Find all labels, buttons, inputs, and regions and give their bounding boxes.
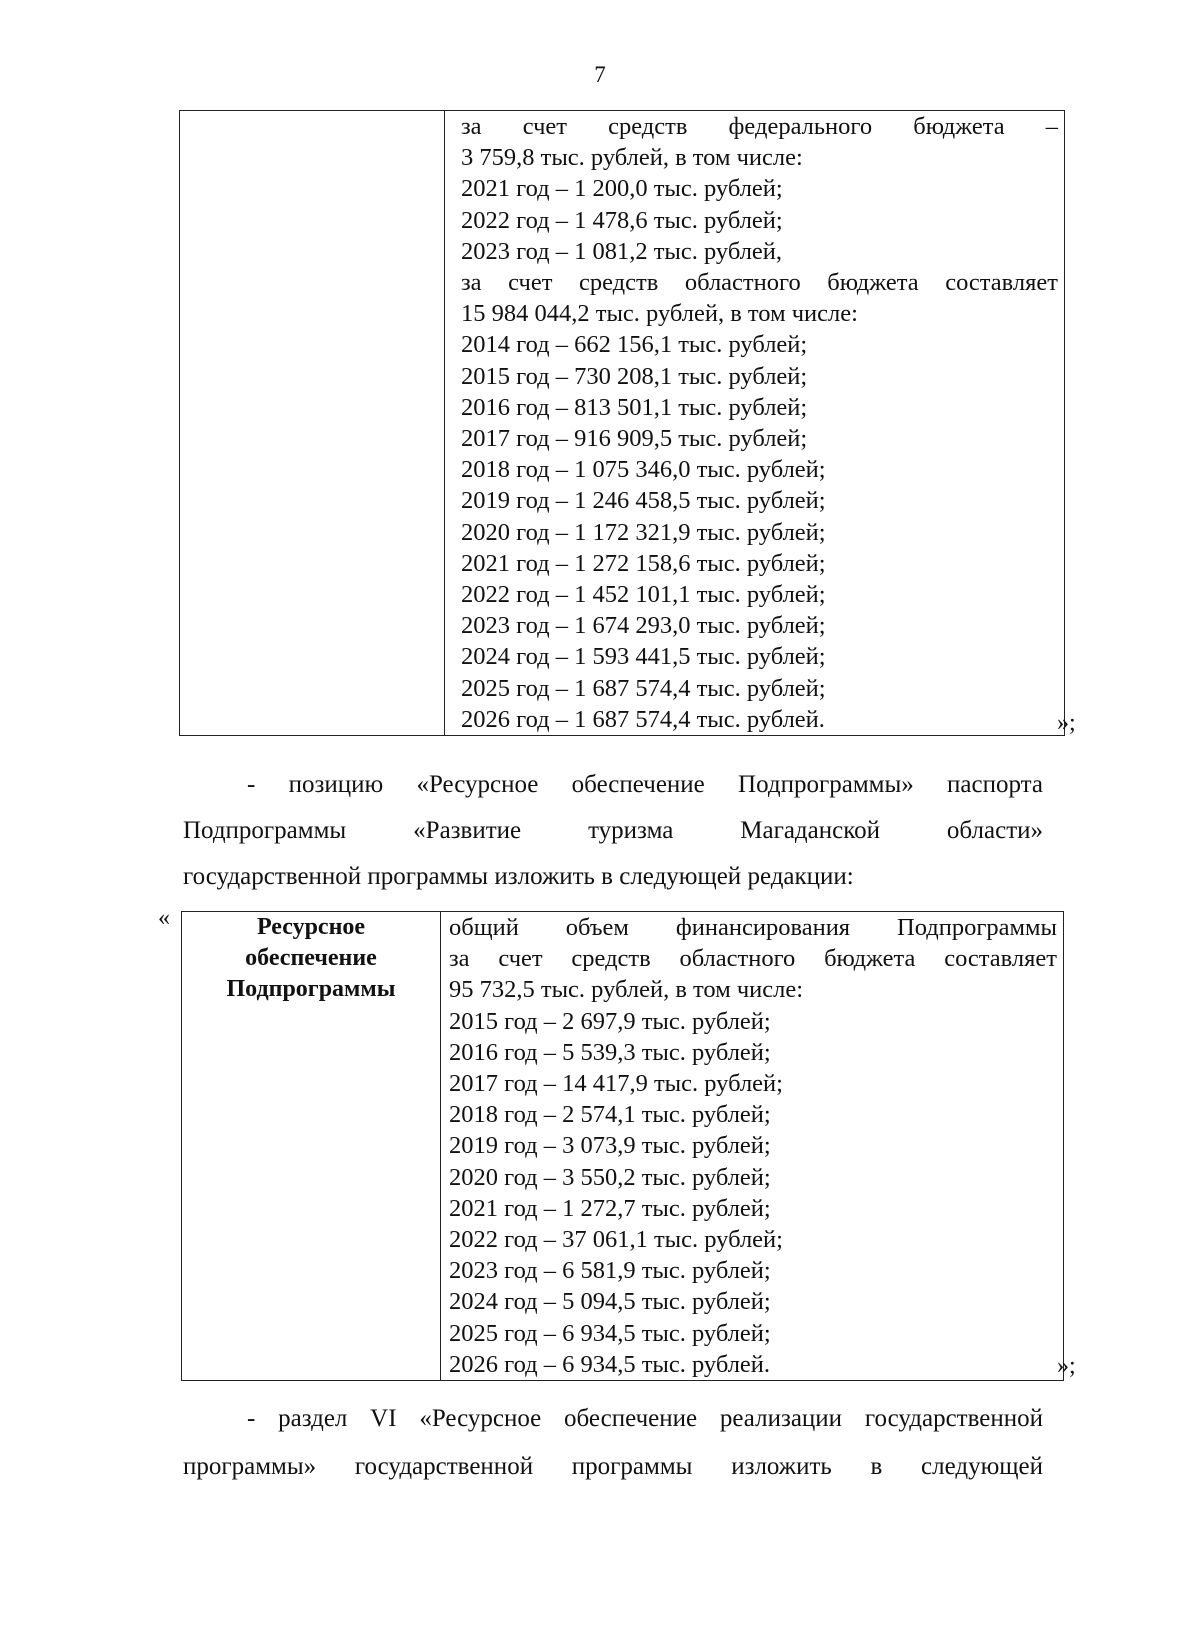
table2-line: 2022 год – 37 061,1 тыс. рублей; bbox=[449, 1226, 783, 1254]
table1-line: 3 759,8 тыс. рублей, в том числе: bbox=[461, 144, 803, 172]
table2-right-cell bbox=[441, 912, 1064, 1381]
opening-quote-mark: « bbox=[158, 905, 170, 931]
table1-line: 15 984 044,2 тыс. рублей, в том числе: bbox=[461, 300, 858, 328]
paragraph2-line: программы» государственной программы изложить в следующей bbox=[183, 1453, 1043, 1480]
table1-line: 2016 год – 813 501,1 тыс. рублей; bbox=[461, 393, 808, 421]
table2-line: 2020 год – 3 550,2 тыс. рублей; bbox=[449, 1163, 771, 1191]
table1-left-cell bbox=[180, 111, 445, 736]
table1-line: 2023 год – 1 081,2 тыс. рублей, bbox=[461, 237, 783, 265]
table1-line: 2021 год – 1 200,0 тыс. рублей; bbox=[461, 175, 783, 203]
table2-line: 2018 год – 2 574,1 тыс. рублей; bbox=[449, 1101, 771, 1129]
table2-line: 2026 год – 6 934,5 тыс. рублей. bbox=[449, 1350, 771, 1378]
table2-line: 2019 год – 3 073,9 тыс. рублей; bbox=[449, 1132, 771, 1160]
resource-table-subprogram bbox=[181, 911, 1064, 1381]
table1-line: 2024 год – 1 593 441,5 тыс. рублей; bbox=[461, 643, 826, 671]
table1-line: 2023 год – 1 674 293,0 тыс. рублей; bbox=[461, 612, 826, 640]
table1-line: за счет средств областного бюджета составляет bbox=[461, 269, 1058, 297]
table2-line: общий объем финансирования Подпрограммы bbox=[449, 914, 1057, 941]
table1-line: 2022 год – 1 452 101,1 тыс. рублей; bbox=[461, 581, 826, 609]
table2-heading-line: обеспечение bbox=[245, 945, 377, 971]
closing-quote-mark: »; bbox=[1057, 710, 1076, 736]
table2-line: 2016 год – 5 539,3 тыс. рублей; bbox=[449, 1038, 771, 1066]
table2-line: 2021 год – 1 272,7 тыс. рублей; bbox=[449, 1194, 771, 1222]
table1-line: за счет средств федерального бюджета – bbox=[461, 113, 1058, 140]
paragraph2-line: - раздел VI «Ресурсное обеспечение реализации государственной bbox=[247, 1405, 1043, 1432]
paragraph1-line: государственной программы изложить в следующей редакции: bbox=[183, 863, 854, 890]
table1-line: 2019 год – 1 246 458,5 тыс. рублей; bbox=[461, 487, 826, 515]
table2-line: за счет средств областного бюджета составляет bbox=[449, 945, 1057, 973]
table2-line: 95 732,5 тыс. рублей, в том числе: bbox=[449, 976, 804, 1004]
table1-line: 2014 год – 662 156,1 тыс. рублей; bbox=[461, 331, 808, 359]
table1-line: 2025 год – 1 687 574,4 тыс. рублей; bbox=[461, 674, 826, 702]
paragraph1-line: - позицию «Ресурсное обеспечение Подпрограммы» паспорта bbox=[247, 771, 1043, 798]
table1-line: 2026 год – 1 687 574,4 тыс. рублей. bbox=[461, 705, 825, 733]
table2-line: 2024 год – 5 094,5 тыс. рублей; bbox=[449, 1288, 771, 1316]
table2-line: 2017 год – 14 417,9 тыс. рублей; bbox=[449, 1070, 783, 1098]
table1-line: 2017 год – 916 909,5 тыс. рублей; bbox=[461, 425, 808, 453]
table2-line: 2015 год – 2 697,9 тыс. рублей; bbox=[449, 1007, 771, 1035]
table1-line: 2020 год – 1 172 321,9 тыс. рублей; bbox=[461, 518, 826, 546]
table1-line: 2021 год – 1 272 158,6 тыс. рублей; bbox=[461, 549, 826, 577]
table2-line: 2023 год – 6 581,9 тыс. рублей; bbox=[449, 1257, 771, 1285]
table2-line: 2025 год – 6 934,5 тыс. рублей; bbox=[449, 1319, 771, 1347]
paragraph1-line: Подпрограммы «Развитие туризма Магаданской области» bbox=[183, 817, 1043, 844]
table1-line: 2022 год – 1 478,6 тыс. рублей; bbox=[461, 206, 783, 234]
closing-quote-mark: »; bbox=[1057, 1353, 1076, 1379]
table2-heading-line: Подпрограммы bbox=[226, 976, 396, 1002]
table1-right-cell bbox=[445, 111, 1065, 736]
table1-line: 2015 год – 730 208,1 тыс. рублей; bbox=[461, 362, 808, 390]
table2-left-cell bbox=[182, 912, 441, 1381]
table1-line: 2018 год – 1 075 346,0 тыс. рублей; bbox=[461, 456, 826, 484]
table2-heading-line: Ресурсное bbox=[256, 914, 366, 940]
page-number: 7 bbox=[594, 62, 606, 87]
resource-table-state-program bbox=[179, 110, 1065, 736]
